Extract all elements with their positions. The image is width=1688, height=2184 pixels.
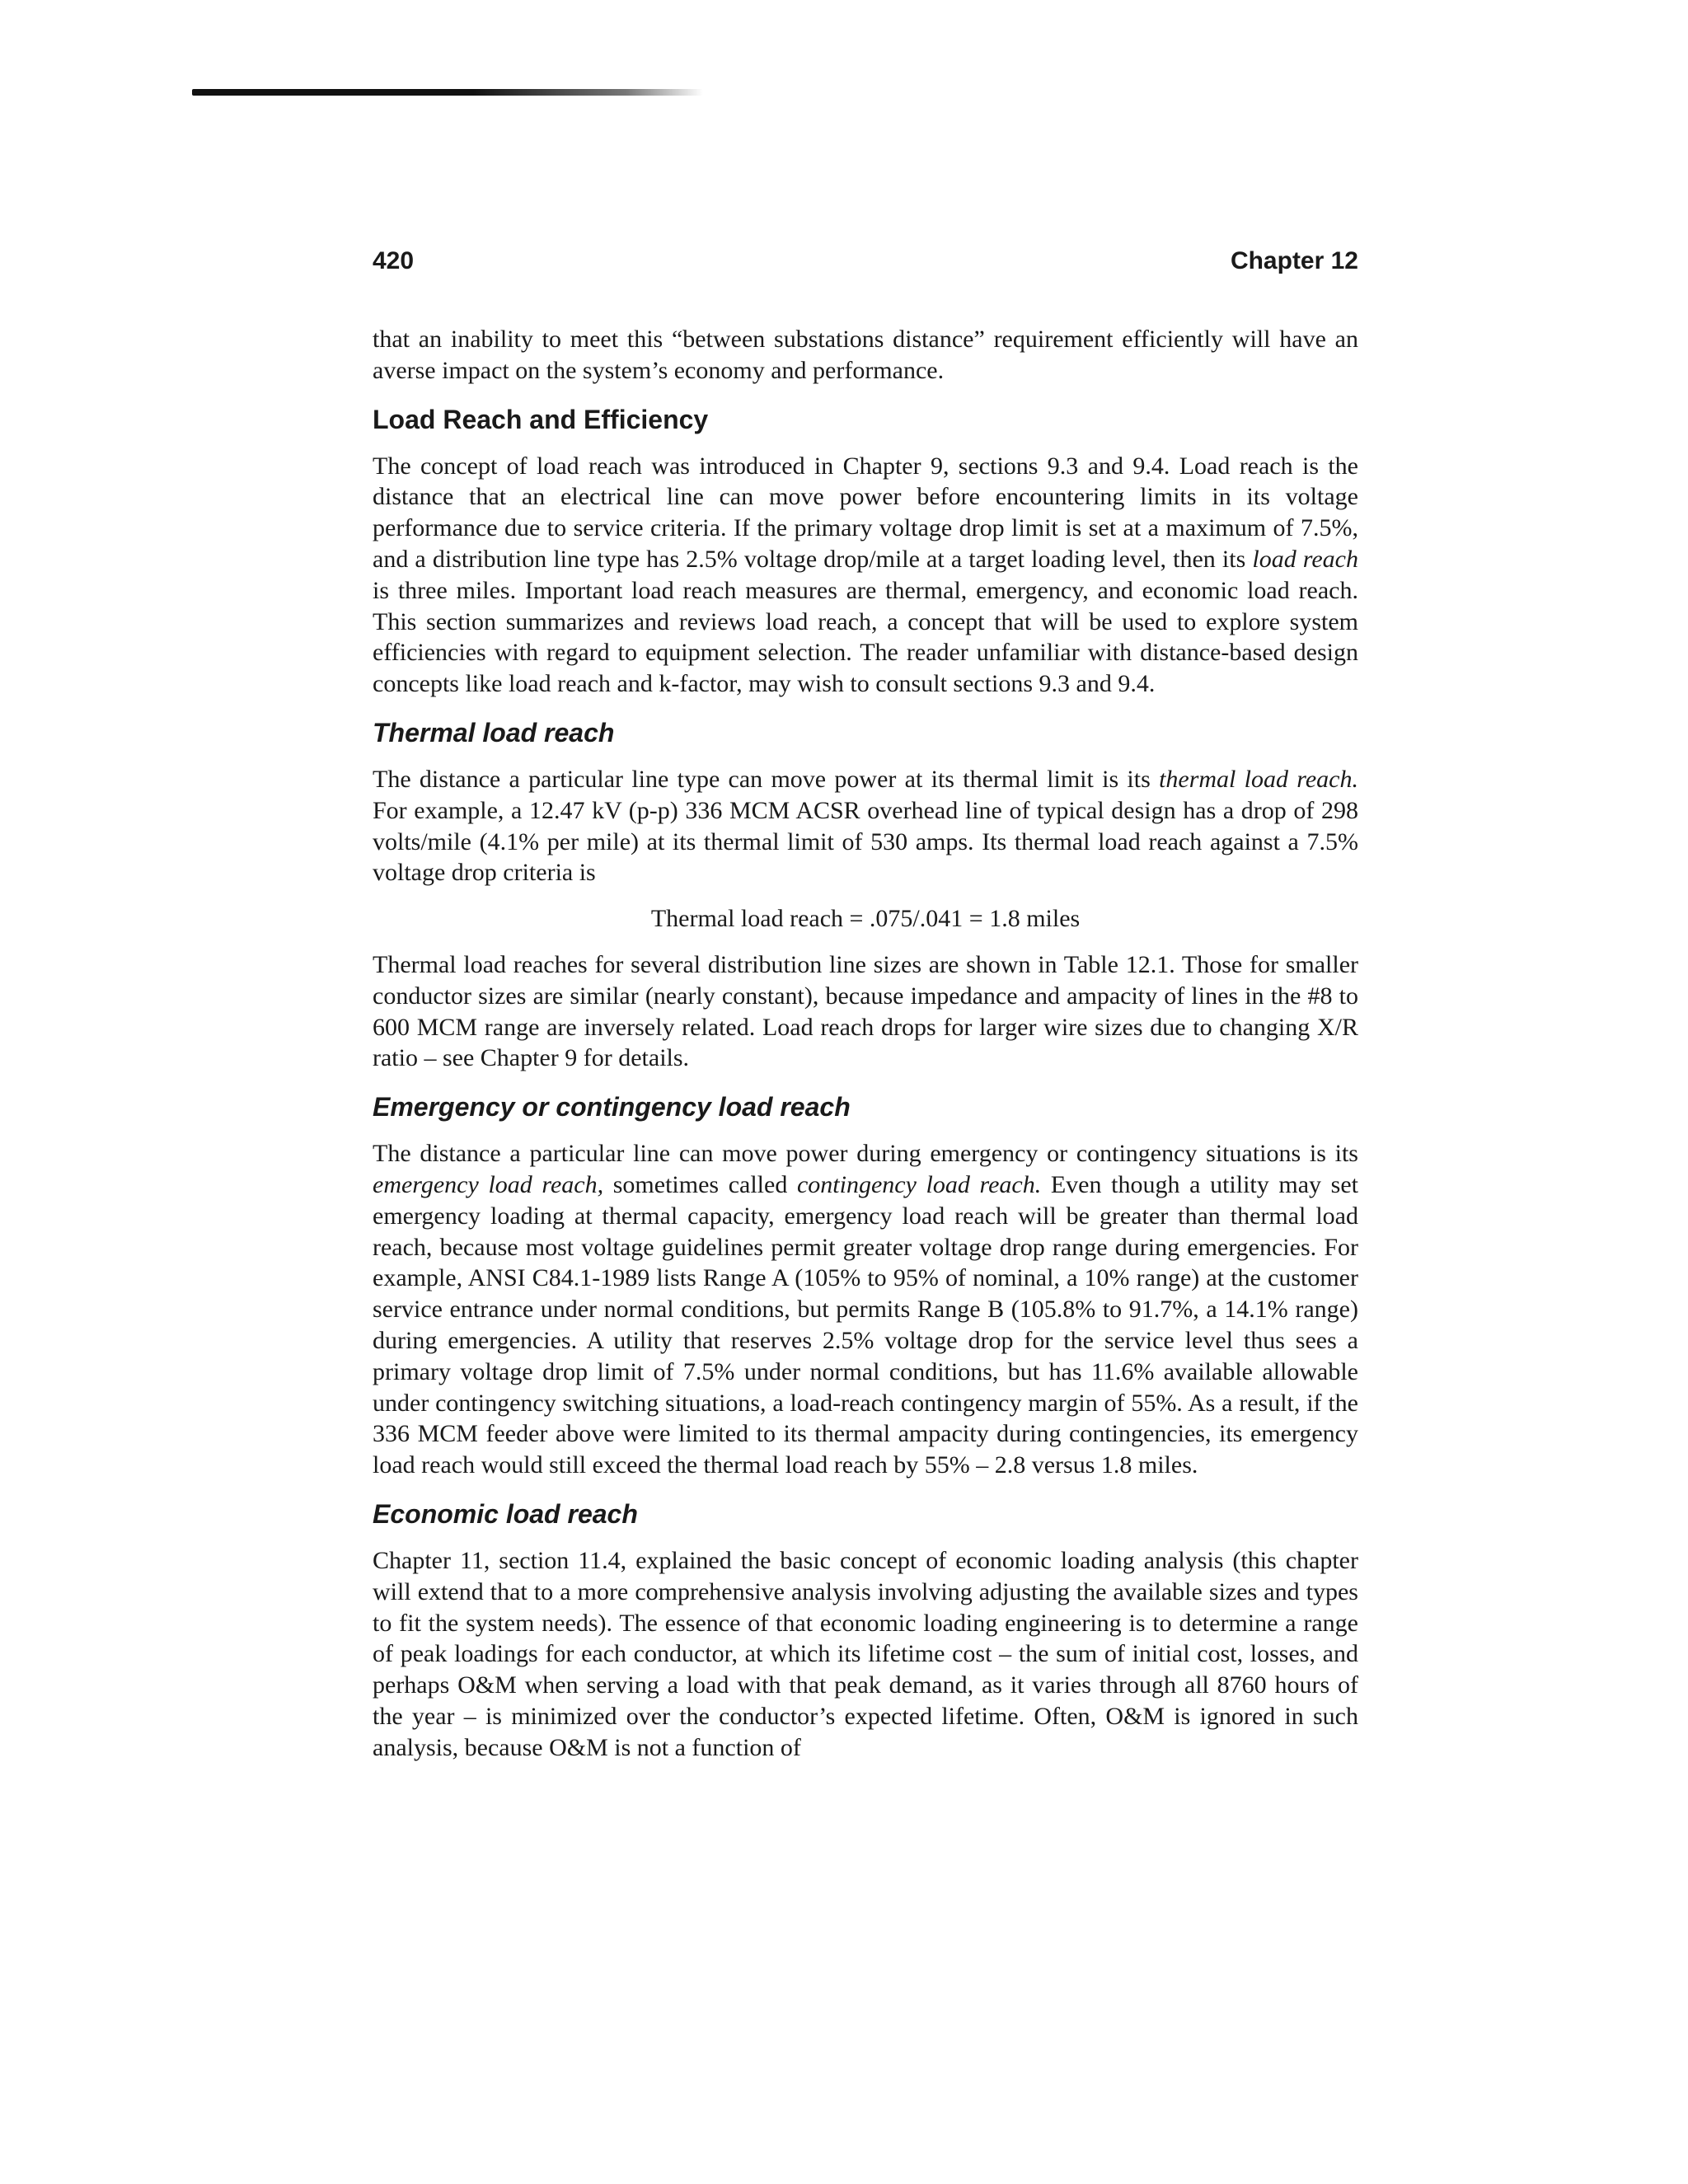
text-run: The distance a particular line can move power during emergency or contingency situations is its: [373, 1140, 1358, 1168]
section-heading: Load Reach and Efficiency: [373, 404, 709, 434]
running-head: Chapter 12: [1230, 247, 1358, 274]
italic-term: load reach: [1252, 545, 1359, 573]
italic-term: emergency load reach,: [373, 1170, 604, 1198]
text-run: Even though a utility may set emergency loading at thermal capacity, emergency load reach will be greater than thermal load reach, because most voltage guidelines permit greater voltage drop range during emergencies. For example, ANSI C84.1-1989 lists Range A (105% to 95% of nominal, a 10% range) at the customer service entrance under normal conditions, but permits Range B (105.8% to 91.7%, a 14.1% range) during emergencies. A utility that reserves 2.5% voltage drop for the service level thus sees a primary voltage drop limit of 7.5% under normal conditions, but has 11.6% available allowable under contingency switching situations, a load-reach contingency margin of 55%. As a result, if the 336 MCM feeder above were limited to its thermal ampacity during contingencies, its emergency load reach would still exceed the thermal load reach by 55% – 2.8 versus 1.8 miles.: [373, 1170, 1358, 1479]
text-run: The concept of load reach was introduced in Chapter 9, sections 9.3 and 9.4. Load reach is the distance that an electrical line can move power before encountering limits in its voltage performance due to service criteria. If the primary voltage drop limit is set at a maximum of 7.5%, and a distribution line type has 2.5% voltage drop/mile at a target loading level, then its: [373, 452, 1358, 573]
text-run: is three miles. Important load reach measures are thermal, emergency, and economic load reach. This section summarizes and reviews load reach, a concept that will be used to explore system efficiencies with regard to equipment selection. The reader unfamiliar with distance-based design concepts like load reach and k-factor, may wish to consult sections 9.3 and 9.4.: [373, 576, 1358, 698]
italic-term: thermal load reach.: [1159, 765, 1358, 793]
page-body: [373, 324, 1358, 1763]
economic-paragraph: Chapter 11, section 11.4, explained the basic concept of economic loading analysis (this chapter will extend that to a more comprehensive analysis involving adjusting the available sizes and types to fit the system needs). The essence of that economic loading engineering is to determine a range of peak loadings for each conductor, at which its lifetime cost – the sum of initial cost, losses, and perhaps O&M when serving a load with that peak demand, as it varies through all 8760 hours of the year – is minimized over the conductor’s expected lifetime. Often, O&M is ignored in such analysis, because O&M is not a function of: [373, 1546, 1358, 1761]
emergency-heading: Emergency or contingency load reach: [373, 1092, 851, 1122]
thermal-paragraph-2: Thermal load reaches for several distribution line sizes are shown in Table 12.1. Those for smaller conductor sizes are similar (nearly constant), because impedance and ampacity of lines in the #8 to 600 MCM range are inversely related. Load reach drops for larger wire sizes due to changing X/R ratio – see Chapter 9 for details.: [373, 950, 1358, 1072]
emergency-paragraph: [373, 1138, 1358, 1481]
thermal-heading: Thermal load reach: [373, 717, 615, 748]
thermal-paragraph-1: [373, 764, 1358, 888]
text-run: sometimes called: [603, 1170, 797, 1198]
italic-term: contingency load reach.: [796, 1170, 1042, 1198]
text-run: The distance a particular line type can move power at its thermal limit is its: [373, 765, 1160, 793]
page-header: [373, 247, 1358, 280]
scan-edge-bar: [192, 89, 703, 96]
intro-paragraph: that an inability to meet this “between substations distance” requirement efficiently will have an averse impact on the system’s economy and performance.: [373, 326, 1358, 384]
thermal-equation: Thermal load reach = .075/.041 = 1.8 miles: [650, 905, 1081, 933]
load-reach-paragraph: [373, 451, 1358, 700]
page-number: 420: [373, 247, 415, 274]
economic-heading: Economic load reach: [373, 1498, 638, 1529]
text-run: For example, a 12.47 kV (p-p) 336 MCM ACSR overhead line of typical design has a drop of 298 volts/mile (4.1% per mile) at its thermal limit of 530 amps. Its thermal load reach against a 7.5% voltage drop criteria is: [373, 796, 1358, 887]
